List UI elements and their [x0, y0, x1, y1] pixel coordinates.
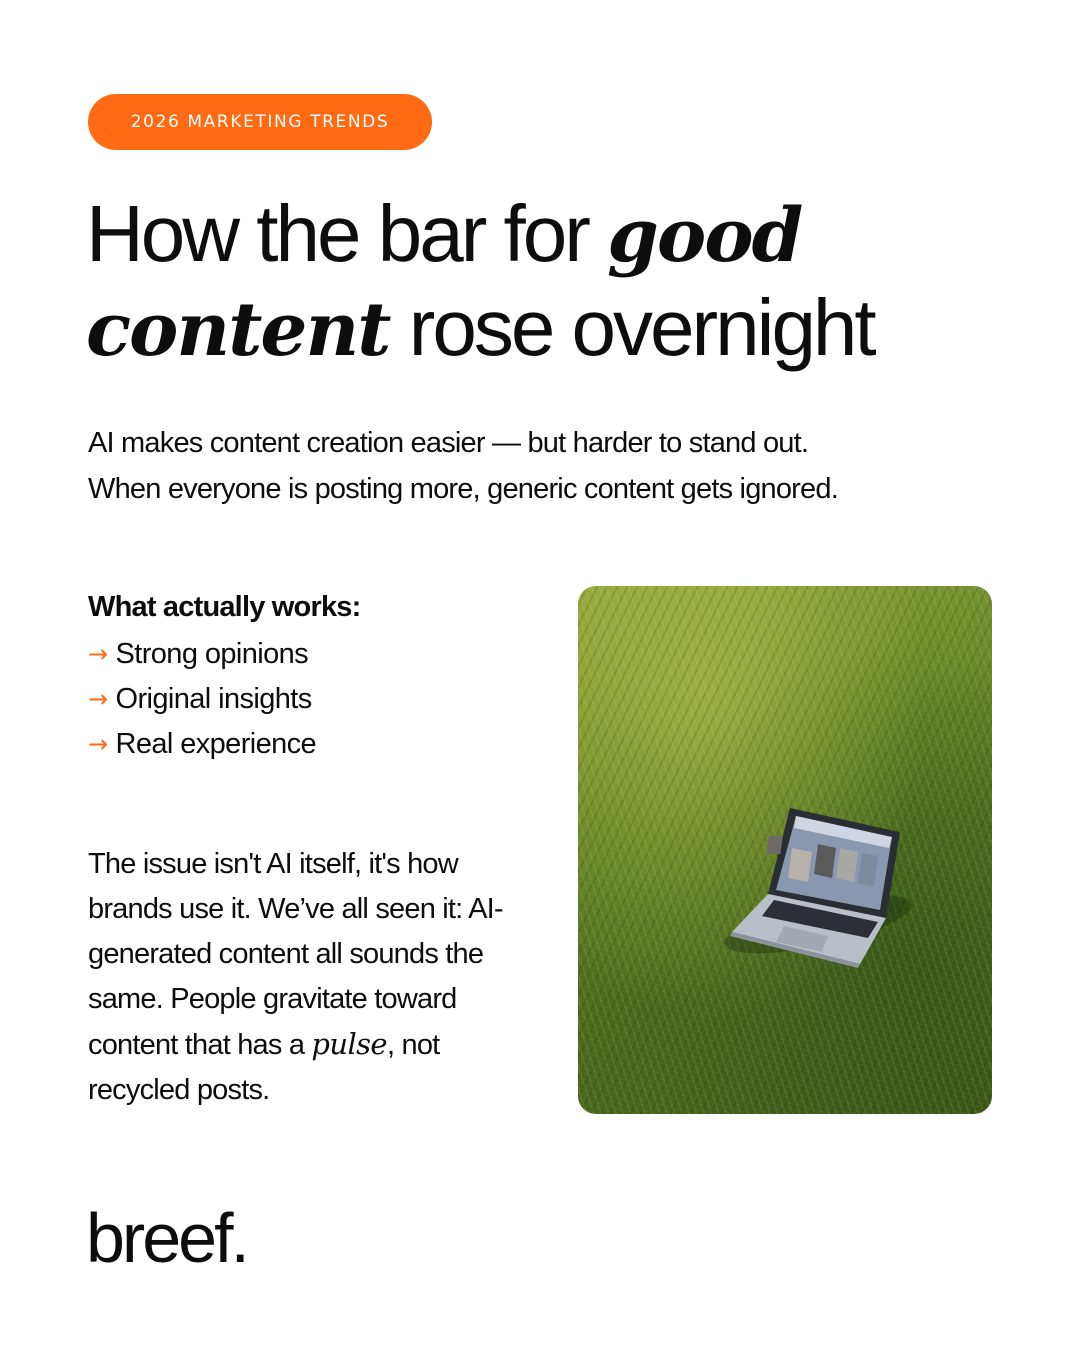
headline-text: How the bar for [86, 189, 608, 278]
headline-text: rose overnight [389, 283, 874, 372]
brand-logo: breef. [86, 1199, 247, 1277]
list-item [88, 677, 548, 722]
what-works-heading: What actually works: [88, 591, 361, 623]
what-works-list [88, 584, 548, 767]
list-item-label: Real experience [115, 728, 317, 760]
arrow-right-icon: → [88, 685, 108, 713]
headline [86, 188, 1026, 376]
laptop-on-grass-icon [578, 586, 992, 1114]
body-text: The issue isn't AI itself, it's how brands use it. We’ve all seen it: AI-generated content all sounds the same. People gravitate toward content that has a [88, 848, 503, 1061]
arrow-right-icon: → [88, 730, 108, 758]
intro-line: When everyone is posting more, generic content gets ignored. [88, 473, 838, 505]
list-item-label: Strong opinions [115, 638, 309, 670]
intro-paragraph [88, 420, 988, 512]
arrow-right-icon: → [88, 640, 108, 668]
category-tag: 2026 MARKETING TRENDS [88, 94, 432, 150]
headline-emphasis: content [86, 287, 390, 373]
list-item [88, 632, 548, 677]
list-item [88, 722, 548, 767]
body-text: , not recycled posts. [88, 1029, 440, 1106]
body-paragraph [88, 842, 528, 1113]
intro-line: AI makes content creation easier — but harder to stand out. [88, 427, 809, 459]
list-item-label: Original insights [115, 683, 312, 715]
headline-emphasis: good [607, 193, 802, 279]
laptop-on-grass-photo [578, 586, 992, 1114]
body-emphasis: pulse [311, 1027, 387, 1061]
